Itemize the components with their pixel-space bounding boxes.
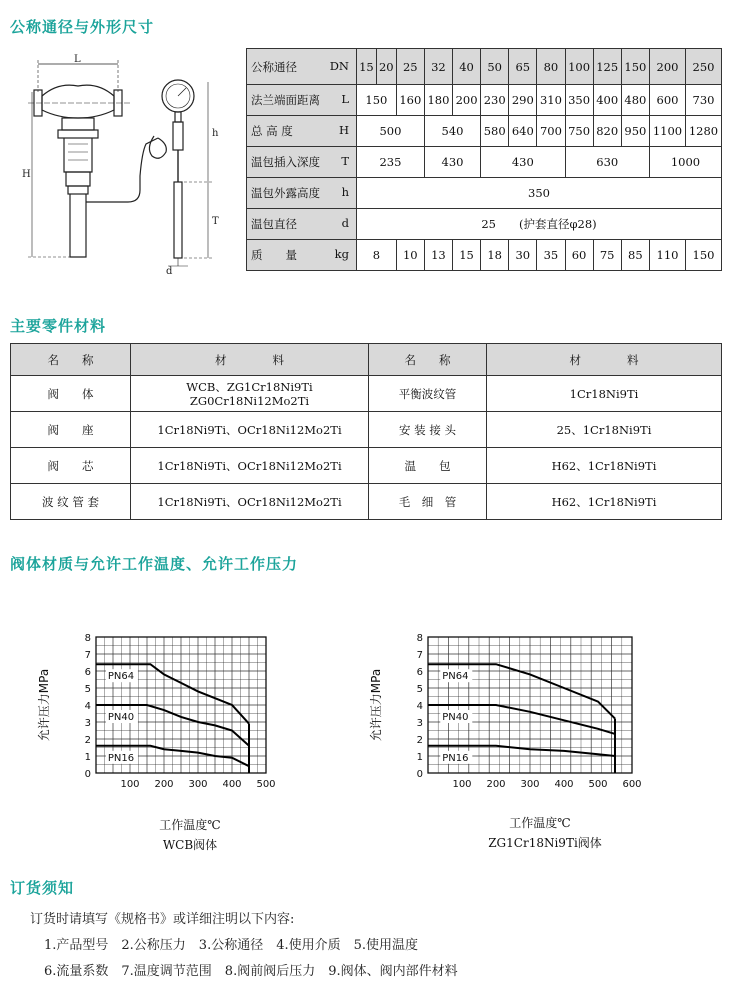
part-name: 阀 体 [11, 376, 131, 412]
label-d: d [166, 266, 173, 277]
chart-wcb [30, 625, 300, 795]
y-tick-label: 5 [84, 684, 91, 695]
cell: 235 [357, 147, 425, 178]
dn-cell: 25 [396, 49, 424, 85]
dn-cell: 32 [424, 49, 452, 85]
y-tick-label: 2 [84, 735, 91, 746]
x-tick-label: 200 [486, 779, 506, 790]
table-row [11, 412, 722, 448]
table-row [11, 376, 722, 412]
part-name: 波 纹 管 套 [11, 484, 131, 520]
label-h: h [212, 128, 219, 139]
y-tick-label: 4 [416, 701, 423, 712]
part-name: 阀 芯 [11, 448, 131, 484]
cell: 230 [481, 85, 509, 116]
cell: 730 [686, 85, 722, 116]
y-axis-label: 允许压力MPa [369, 668, 383, 742]
cell: 150 [357, 85, 397, 116]
row-label: 温包插入深度 T [247, 147, 357, 178]
x-tick-label: 500 [256, 779, 276, 790]
cell: 110 [650, 240, 686, 271]
row-label: 总 高 度 H [247, 116, 357, 147]
label-T: T [212, 216, 219, 227]
cell: 35 [537, 240, 565, 271]
table-row [11, 448, 722, 484]
table-row [11, 484, 722, 520]
cell: 630 [565, 147, 650, 178]
materials-table [10, 343, 722, 520]
cell: 10 [396, 240, 424, 271]
header-material: 材 料 [487, 344, 722, 376]
cell: 18 [481, 240, 509, 271]
y-tick-label: 1 [416, 752, 423, 763]
chart-zg1cr18ni9ti [362, 625, 652, 795]
cell: 75 [593, 240, 621, 271]
dimension-table [246, 48, 722, 271]
header-name: 名 称 [369, 344, 487, 376]
row-label: 质 量 kg [247, 240, 357, 271]
x-tick-label: 500 [588, 779, 608, 790]
part-name: 毛 细 管 [369, 484, 487, 520]
cell: 500 [357, 116, 425, 147]
series-label: PN64 [442, 671, 469, 683]
cell: 400 [593, 85, 621, 116]
part-name: 平衡波纹管 [369, 376, 487, 412]
table-row [247, 209, 722, 240]
dn-cell: 150 [621, 49, 649, 85]
cell: 180 [424, 85, 452, 116]
dn-cell: 250 [686, 49, 722, 85]
series-label: PN40 [107, 712, 135, 723]
dn-cell: 40 [453, 49, 481, 85]
cell: 1000 [650, 147, 722, 178]
x-tick-label: 300 [188, 779, 208, 790]
y-tick-label: 6 [84, 667, 91, 678]
part-name: 阀 座 [11, 412, 131, 448]
cell: 700 [537, 116, 565, 147]
part-material: 1Cr18Ni9Ti [487, 376, 722, 412]
header-name: 名 称 [11, 344, 131, 376]
part-material: 1Cr18Ni9Ti、OCr18Ni12Mo2Ti [131, 484, 369, 520]
cell: 60 [565, 240, 593, 271]
y-tick-label: 1 [84, 752, 91, 763]
dn-cell: 50 [481, 49, 509, 85]
cell: 580 [481, 116, 509, 147]
dn-cell: 20 [376, 49, 396, 85]
cell: 430 [424, 147, 480, 178]
cell: 30 [509, 240, 537, 271]
row-label: 温包直径 d [247, 209, 357, 240]
y-tick-label: 0 [84, 769, 91, 780]
cell: 160 [396, 85, 424, 116]
table-row [247, 85, 722, 116]
x-tick-label: 300 [520, 779, 540, 790]
section-title-dimensions: 公称通径与外形尺寸 [10, 18, 155, 36]
cell: 540 [424, 116, 480, 147]
part-name: 安 装 接 头 [369, 412, 487, 448]
y-tick-label: 8 [84, 633, 91, 644]
part-material: WCB、ZG1Cr18Ni9Ti ZG0Cr18Ni12Mo2Ti [131, 376, 369, 412]
part-material: H62、1Cr18Ni9Ti [487, 484, 722, 520]
cell: 200 [453, 85, 481, 116]
y-tick-label: 0 [416, 769, 423, 780]
cell: 290 [509, 85, 537, 116]
x-tick-label: 200 [154, 779, 174, 790]
series-label: PN16 [107, 752, 135, 764]
dn-header: 公称通径 DN [247, 49, 357, 85]
cell: 350 [565, 85, 593, 116]
y-tick-label: 7 [84, 650, 91, 661]
cell: 1100 [650, 116, 686, 147]
cell: 8 [357, 240, 397, 271]
y-tick-label: 6 [416, 667, 423, 678]
part-material: 25、1Cr18Ni9Ti [487, 412, 722, 448]
dn-cell: 15 [357, 49, 377, 85]
cell: 480 [621, 85, 649, 116]
cell: 85 [621, 240, 649, 271]
table-row [247, 49, 722, 85]
table-row [247, 240, 722, 271]
cell: 820 [593, 116, 621, 147]
dn-cell: 80 [537, 49, 565, 85]
y-tick-label: 3 [84, 718, 91, 729]
y-axis-label: 允许压力MPa [37, 668, 51, 742]
ordering-line-2: 6.流量系数 7.温度调节范围 8.阀前阀后压力 9.阀体、阀内部件材料 [44, 964, 458, 979]
cell: 600 [650, 85, 686, 116]
y-tick-label: 7 [416, 650, 423, 661]
part-material: 1Cr18Ni9Ti、OCr18Ni12Mo2Ti [131, 448, 369, 484]
cell: 350 [357, 178, 722, 209]
ordering-line-1: 1.产品型号 2.公称压力 3.公称通径 4.使用介质 5.使用温度 [44, 938, 419, 953]
y-tick-label: 4 [84, 701, 91, 712]
series-label: PN16 [442, 752, 469, 764]
header-material: 材 料 [131, 344, 369, 376]
y-tick-label: 8 [416, 633, 423, 644]
chart-zg-title: ZG1Cr18Ni9Ti阀体 [488, 836, 602, 850]
chart-wcb-title: WCB阀体 [162, 838, 218, 852]
cell: 150 [686, 240, 722, 271]
part-material: H62、1Cr18Ni9Ti [487, 448, 722, 484]
dn-cell: 100 [565, 49, 593, 85]
table-row [11, 344, 722, 376]
y-tick-label: 3 [416, 718, 423, 729]
chart-wcb-xlabel: 工作温度℃ [159, 818, 221, 832]
x-tick-label: 100 [452, 779, 472, 790]
x-tick-label: 400 [222, 779, 242, 790]
row-label: 法兰端面距离 L [247, 85, 357, 116]
part-name: 温 包 [369, 448, 487, 484]
valve-dimension-drawing [18, 52, 233, 277]
table-row [247, 116, 722, 147]
x-tick-label: 600 [622, 779, 642, 790]
x-tick-label: 400 [554, 779, 574, 790]
section-title-materials: 主要零件材料 [10, 317, 107, 335]
dn-cell: 125 [593, 49, 621, 85]
table-row [247, 178, 722, 209]
x-tick-label: 100 [120, 779, 140, 790]
table-row [247, 147, 722, 178]
label-L: L [74, 54, 81, 65]
cell: 310 [537, 85, 565, 116]
part-material: 1Cr18Ni9Ti、OCr18Ni12Mo2Ti [131, 412, 369, 448]
series-label: PN64 [107, 671, 135, 683]
y-tick-label: 2 [416, 735, 423, 746]
series-label: PN40 [442, 712, 469, 723]
cell: 640 [509, 116, 537, 147]
chart-zg-xlabel: 工作温度℃ [509, 816, 571, 830]
ordering-intro: 订货时请填写《规格书》或详细注明以下内容: [30, 912, 295, 927]
cell: 430 [481, 147, 565, 178]
section-title-ordering: 订货须知 [10, 879, 75, 897]
cell: 25 (护套直径φ28) [357, 209, 722, 240]
dn-cell: 65 [509, 49, 537, 85]
dn-cell: 200 [650, 49, 686, 85]
cell: 1280 [686, 116, 722, 147]
row-label: 温包外露高度 h [247, 178, 357, 209]
y-tick-label: 5 [416, 684, 423, 695]
section-title-temperature-pressure: 阀体材质与允许工作温度、允许工作压力 [10, 555, 299, 573]
cell: 750 [565, 116, 593, 147]
cell: 15 [453, 240, 481, 271]
cell: 13 [424, 240, 452, 271]
label-H: H [22, 169, 31, 180]
cell: 950 [621, 116, 649, 147]
